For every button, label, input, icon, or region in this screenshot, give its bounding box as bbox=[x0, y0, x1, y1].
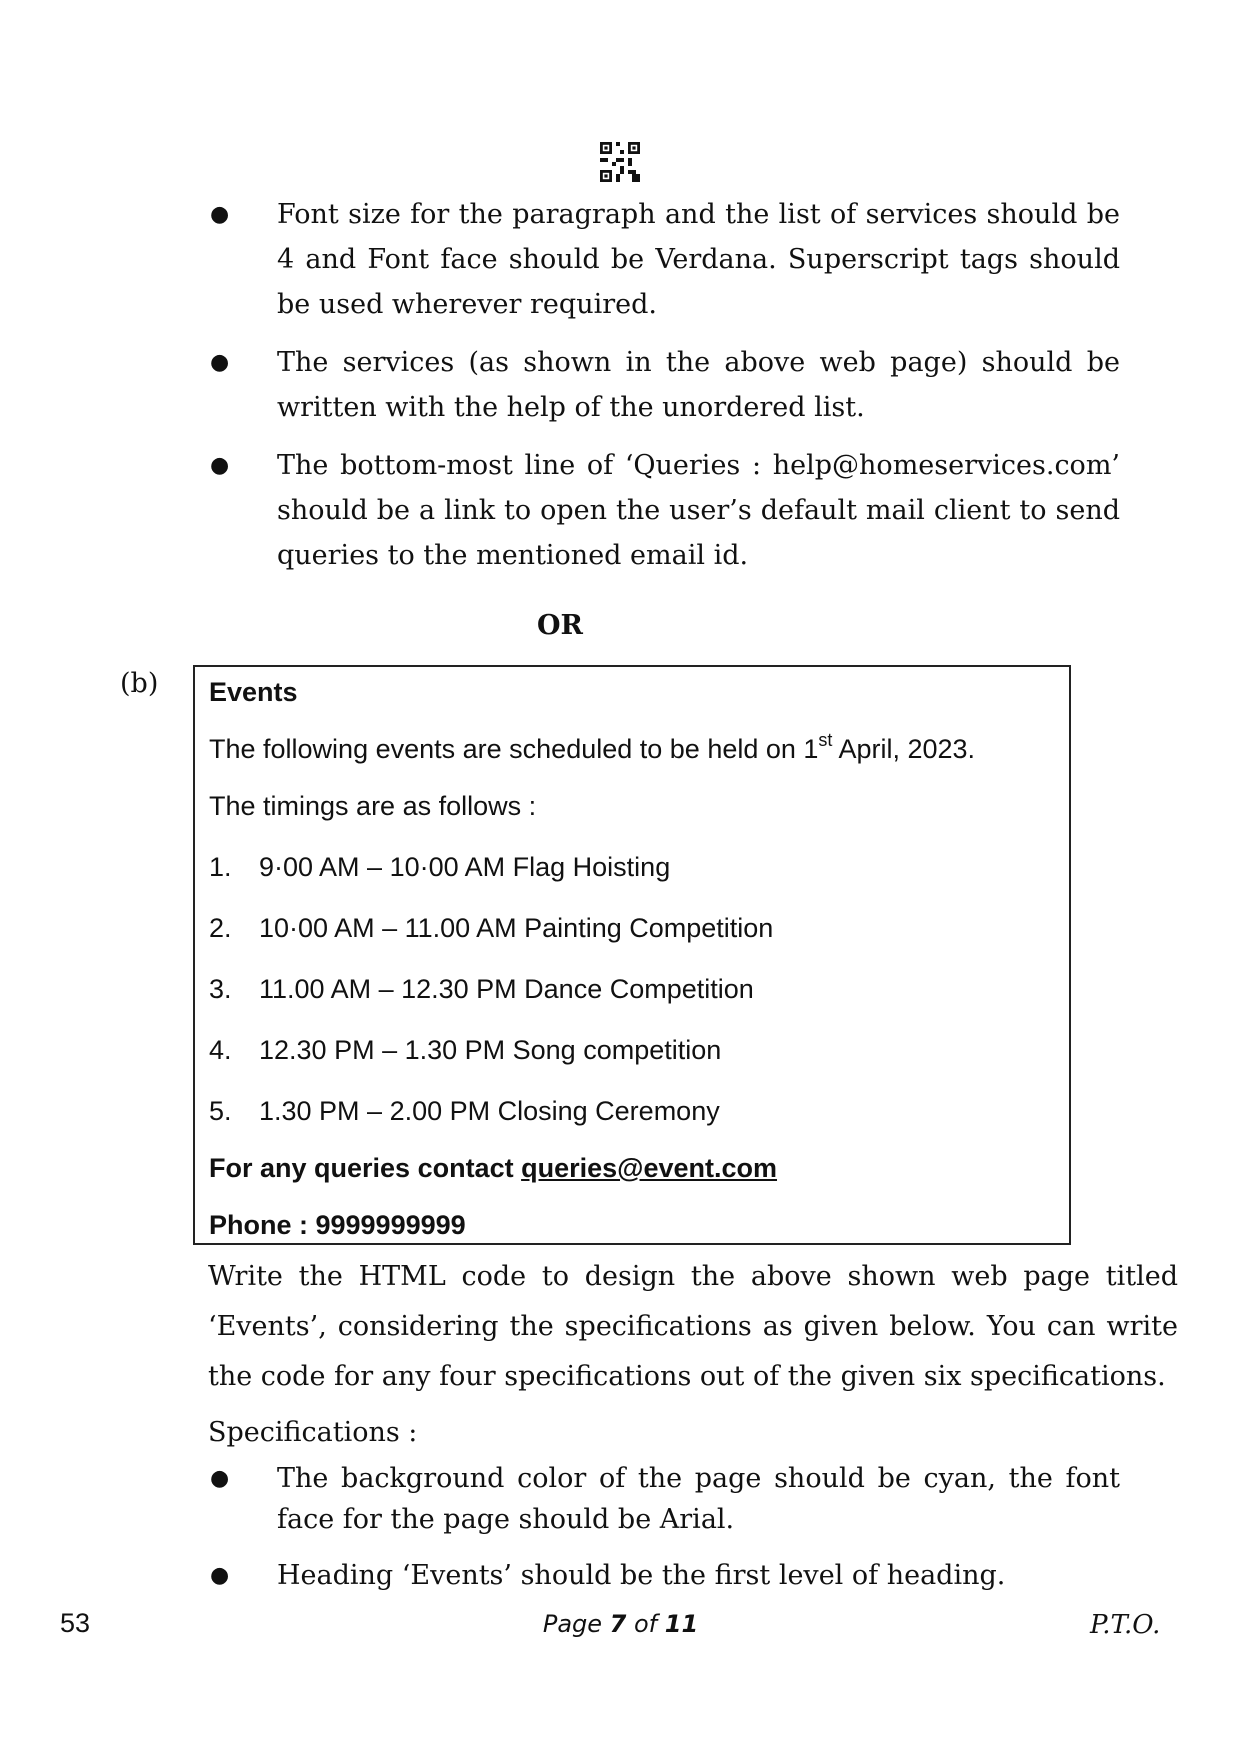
bullet-text: The bottom-most line of ‘Queries : help@homeservices.com’ should be a link to open the user’s default mail client to send queries to the mentioned email id. bbox=[277, 450, 1120, 571]
list-number: 4. bbox=[209, 1035, 232, 1065]
list-number: 1. bbox=[209, 852, 232, 882]
list-item bbox=[209, 1096, 720, 1127]
list-text: 12.30 PM – 1.30 PM Song competition bbox=[259, 1035, 722, 1065]
queries-email-link[interactable]: queries@event.com bbox=[521, 1153, 778, 1183]
events-heading: Events bbox=[209, 677, 298, 707]
list-item bbox=[209, 1035, 721, 1066]
bullet-text: Heading ‘Events’ should be the first level of heading. bbox=[277, 1560, 1006, 1591]
list-text: 1.30 PM – 2.00 PM Closing Ceremony bbox=[259, 1096, 720, 1126]
or-separator: OR bbox=[537, 610, 583, 641]
bullet-icon: ● bbox=[210, 202, 230, 227]
bullet-icon: ● bbox=[210, 1563, 230, 1588]
list-item bbox=[209, 852, 670, 883]
bullet-icon: ● bbox=[210, 453, 230, 478]
bullet-text: Font size for the paragraph and the list of services should be 4 and Font face should be Verdana. Superscript tags should be used wherever required. bbox=[277, 199, 1120, 320]
page-of: of bbox=[626, 1610, 665, 1638]
queries-line bbox=[209, 1153, 777, 1184]
list-number: 5. bbox=[209, 1096, 232, 1126]
bullet-icon: ● bbox=[210, 1466, 230, 1491]
list-item bbox=[209, 974, 754, 1005]
events-webpage-box bbox=[193, 665, 1071, 1245]
list-number: 3. bbox=[209, 974, 232, 1004]
bullet-text: The services (as shown in the above web page) should be written with the help of the unordered list. bbox=[277, 347, 1120, 423]
events-intro bbox=[209, 730, 976, 765]
page-current: 7 bbox=[609, 1610, 627, 1638]
intro-superscript: st bbox=[818, 730, 833, 750]
specifications-label: Specifications : bbox=[208, 1417, 418, 1448]
intro-text-end: April, 2023. bbox=[832, 734, 976, 764]
page-total: 11 bbox=[664, 1610, 699, 1638]
list-text: 10·00 AM – 11.00 AM Painting Competition bbox=[259, 913, 774, 943]
list-text: 9·00 AM – 10·00 AM Flag Hoisting bbox=[259, 852, 671, 882]
qr-code-icon bbox=[600, 142, 640, 182]
queries-label: For any queries contact bbox=[209, 1153, 522, 1183]
page-prefix: Page bbox=[542, 1610, 610, 1638]
instructions-paragraph: Write the HTML code to design the above shown web page titled ‘Events’, considering the specifications as given below. You can write the code for any four specifications out of the given six specifications. bbox=[208, 1261, 1178, 1392]
paper-code: 53 bbox=[60, 1608, 91, 1638]
pto-label: P.T.O. bbox=[1090, 1610, 1161, 1640]
phone-line: Phone : 9999999999 bbox=[209, 1210, 466, 1240]
bullet-icon: ● bbox=[210, 350, 230, 375]
timings-label: The timings are as follows : bbox=[209, 791, 537, 821]
part-label: (b) bbox=[120, 668, 159, 699]
list-number: 2. bbox=[209, 913, 232, 943]
page-number bbox=[0, 1610, 1241, 1638]
intro-text: The following events are scheduled to be held on 1 bbox=[209, 734, 819, 764]
list-item bbox=[209, 913, 773, 944]
bullet-text: The background color of the page should be cyan, the font face for the page should be Arial. bbox=[277, 1463, 1120, 1535]
list-text: 11.00 AM – 12.30 PM Dance Competition bbox=[259, 974, 754, 1004]
